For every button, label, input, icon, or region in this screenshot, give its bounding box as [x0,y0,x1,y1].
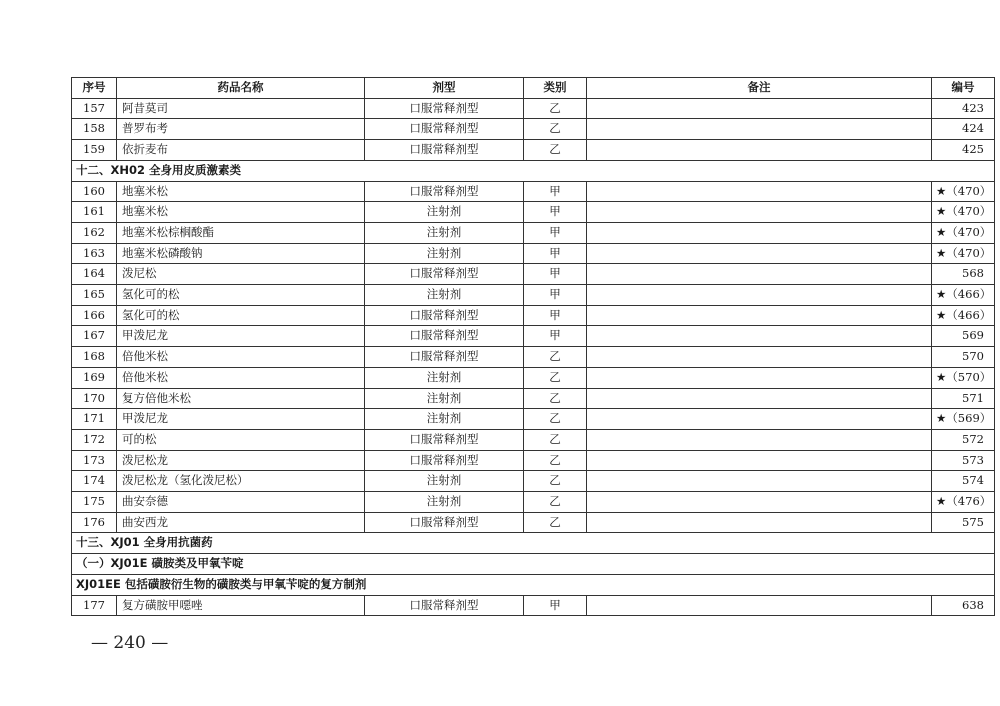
cell-category: 甲 [524,326,587,347]
cell-remarks [587,243,932,264]
cell-dosage-form: 注射剂 [365,492,524,513]
cell-dosage-form: 注射剂 [365,471,524,492]
cell-category: 乙 [524,347,587,368]
cell-dosage-form: 口服常释剂型 [365,181,524,202]
cell-category: 乙 [524,119,587,140]
table-row [72,595,995,616]
section-title: （一）XJ01E 磺胺类及甲氧苄啶 [72,554,995,575]
cell-category: 甲 [524,595,587,616]
table-row [72,450,995,471]
cell-remarks [587,367,932,388]
cell-code: ★（570） [932,367,995,388]
cell-category: 乙 [524,388,587,409]
cell-code: ★（466） [932,285,995,306]
cell-code: ★（466） [932,305,995,326]
cell-seq: 171 [72,409,117,430]
cell-seq: 165 [72,285,117,306]
section-header-row [72,574,995,595]
cell-dosage-form: 口服常释剂型 [365,347,524,368]
table-row [72,264,995,285]
table-row [72,347,995,368]
cell-drug-name: 地塞米松棕榈酸酯 [117,222,365,243]
table-row [72,409,995,430]
cell-seq: 173 [72,450,117,471]
cell-category: 甲 [524,264,587,285]
cell-drug-name: 氢化可的松 [117,285,365,306]
cell-seq: 175 [72,492,117,513]
cell-seq: 176 [72,512,117,533]
cell-dosage-form: 口服常释剂型 [365,512,524,533]
cell-drug-name: 可的松 [117,429,365,450]
cell-drug-name: 阿昔莫司 [117,98,365,119]
cell-category: 乙 [524,429,587,450]
cell-remarks [587,222,932,243]
cell-category: 乙 [524,450,587,471]
cell-drug-name: 甲泼尼龙 [117,409,365,430]
cell-remarks [587,285,932,306]
cell-code: ★（470） [932,202,995,223]
cell-category: 乙 [524,140,587,161]
cell-code: 425 [932,140,995,161]
cell-seq: 177 [72,595,117,616]
table-row [72,367,995,388]
cell-remarks [587,305,932,326]
cell-code: 569 [932,326,995,347]
cell-remarks [587,471,932,492]
table-row [72,140,995,161]
cell-code: 574 [932,471,995,492]
section-title: 十三、XJ01 全身用抗菌药 [72,533,995,554]
page-number: — 240 — [91,633,169,653]
cell-drug-name: 普罗布考 [117,119,365,140]
table-row [72,285,995,306]
cell-seq: 168 [72,347,117,368]
cell-remarks [587,140,932,161]
table-row [72,305,995,326]
cell-dosage-form: 口服常释剂型 [365,326,524,347]
table-row [72,471,995,492]
cell-dosage-form: 注射剂 [365,367,524,388]
cell-remarks [587,409,932,430]
cell-category: 乙 [524,492,587,513]
cell-remarks [587,181,932,202]
cell-seq: 166 [72,305,117,326]
table-row [72,326,995,347]
table-row [72,492,995,513]
cell-dosage-form: 注射剂 [365,388,524,409]
cell-seq: 157 [72,98,117,119]
cell-dosage-form: 口服常释剂型 [365,450,524,471]
cell-dosage-form: 口服常释剂型 [365,98,524,119]
cell-dosage-form: 口服常释剂型 [365,595,524,616]
cell-category: 甲 [524,222,587,243]
cell-code: ★（470） [932,222,995,243]
header-code: 编号 [932,78,995,99]
table-row [72,98,995,119]
cell-dosage-form: 注射剂 [365,285,524,306]
cell-dosage-form: 注射剂 [365,243,524,264]
cell-drug-name: 泼尼松龙 [117,450,365,471]
cell-dosage-form: 注射剂 [365,409,524,430]
cell-remarks [587,326,932,347]
cell-code: 573 [932,450,995,471]
cell-seq: 164 [72,264,117,285]
cell-seq: 167 [72,326,117,347]
section-header-row [72,533,995,554]
header-drug-name: 药品名称 [117,78,365,99]
cell-seq: 162 [72,222,117,243]
drug-table [71,77,995,616]
table-row [72,388,995,409]
cell-dosage-form: 口服常释剂型 [365,429,524,450]
cell-code: 572 [932,429,995,450]
header-remarks: 备注 [587,78,932,99]
table-row [72,429,995,450]
cell-dosage-form: 口服常释剂型 [365,264,524,285]
cell-remarks [587,119,932,140]
cell-remarks [587,98,932,119]
table-row [72,202,995,223]
cell-code: 638 [932,595,995,616]
cell-remarks [587,450,932,471]
cell-category: 甲 [524,181,587,202]
table-body [72,98,995,616]
cell-category: 乙 [524,471,587,492]
cell-remarks [587,429,932,450]
cell-category: 甲 [524,285,587,306]
cell-drug-name: 倍他米松 [117,347,365,368]
table-row [72,119,995,140]
table-row [72,222,995,243]
cell-drug-name: 倍他米松 [117,367,365,388]
cell-seq: 169 [72,367,117,388]
table-row [72,512,995,533]
cell-drug-name: 曲安奈德 [117,492,365,513]
cell-drug-name: 地塞米松磷酸钠 [117,243,365,264]
cell-code: 424 [932,119,995,140]
cell-code: ★（470） [932,243,995,264]
cell-seq: 159 [72,140,117,161]
cell-category: 乙 [524,409,587,430]
cell-drug-name: 依折麦布 [117,140,365,161]
cell-remarks [587,595,932,616]
cell-drug-name: 复方磺胺甲噁唑 [117,595,365,616]
section-header-row [72,554,995,575]
cell-code: 568 [932,264,995,285]
cell-dosage-form: 注射剂 [365,222,524,243]
cell-code: 423 [932,98,995,119]
cell-dosage-form: 口服常释剂型 [365,305,524,326]
cell-drug-name: 泼尼松 [117,264,365,285]
cell-dosage-form: 口服常释剂型 [365,140,524,161]
header-category: 类别 [524,78,587,99]
cell-drug-name: 曲安西龙 [117,512,365,533]
cell-category: 乙 [524,512,587,533]
cell-seq: 172 [72,429,117,450]
cell-drug-name: 地塞米松 [117,202,365,223]
table-row [72,181,995,202]
cell-code: 571 [932,388,995,409]
cell-dosage-form: 口服常释剂型 [365,119,524,140]
cell-remarks [587,347,932,368]
cell-drug-name: 甲泼尼龙 [117,326,365,347]
table-row [72,243,995,264]
header-seq: 序号 [72,78,117,99]
cell-category: 甲 [524,305,587,326]
cell-remarks [587,512,932,533]
header-dosage-form: 剂型 [365,78,524,99]
section-title: XJ01EE 包括磺胺衍生物的磺胺类与甲氧苄啶的复方制剂 [72,574,995,595]
cell-code: 575 [932,512,995,533]
cell-remarks [587,492,932,513]
cell-dosage-form: 注射剂 [365,202,524,223]
cell-seq: 161 [72,202,117,223]
cell-category: 乙 [524,98,587,119]
cell-code: ★（476） [932,492,995,513]
cell-drug-name: 氢化可的松 [117,305,365,326]
cell-category: 乙 [524,367,587,388]
cell-drug-name: 地塞米松 [117,181,365,202]
cell-seq: 170 [72,388,117,409]
cell-seq: 163 [72,243,117,264]
cell-code: ★（470） [932,181,995,202]
table-header-row [72,78,995,99]
section-header-row [72,160,995,181]
cell-seq: 158 [72,119,117,140]
cell-code: ★（569） [932,409,995,430]
cell-code: 570 [932,347,995,368]
section-title: 十二、XH02 全身用皮质激素类 [72,160,995,181]
cell-category: 甲 [524,202,587,223]
cell-seq: 174 [72,471,117,492]
cell-drug-name: 复方倍他米松 [117,388,365,409]
cell-remarks [587,202,932,223]
cell-drug-name: 泼尼松龙（氢化泼尼松） [117,471,365,492]
cell-category: 甲 [524,243,587,264]
cell-remarks [587,264,932,285]
cell-remarks [587,388,932,409]
cell-seq: 160 [72,181,117,202]
